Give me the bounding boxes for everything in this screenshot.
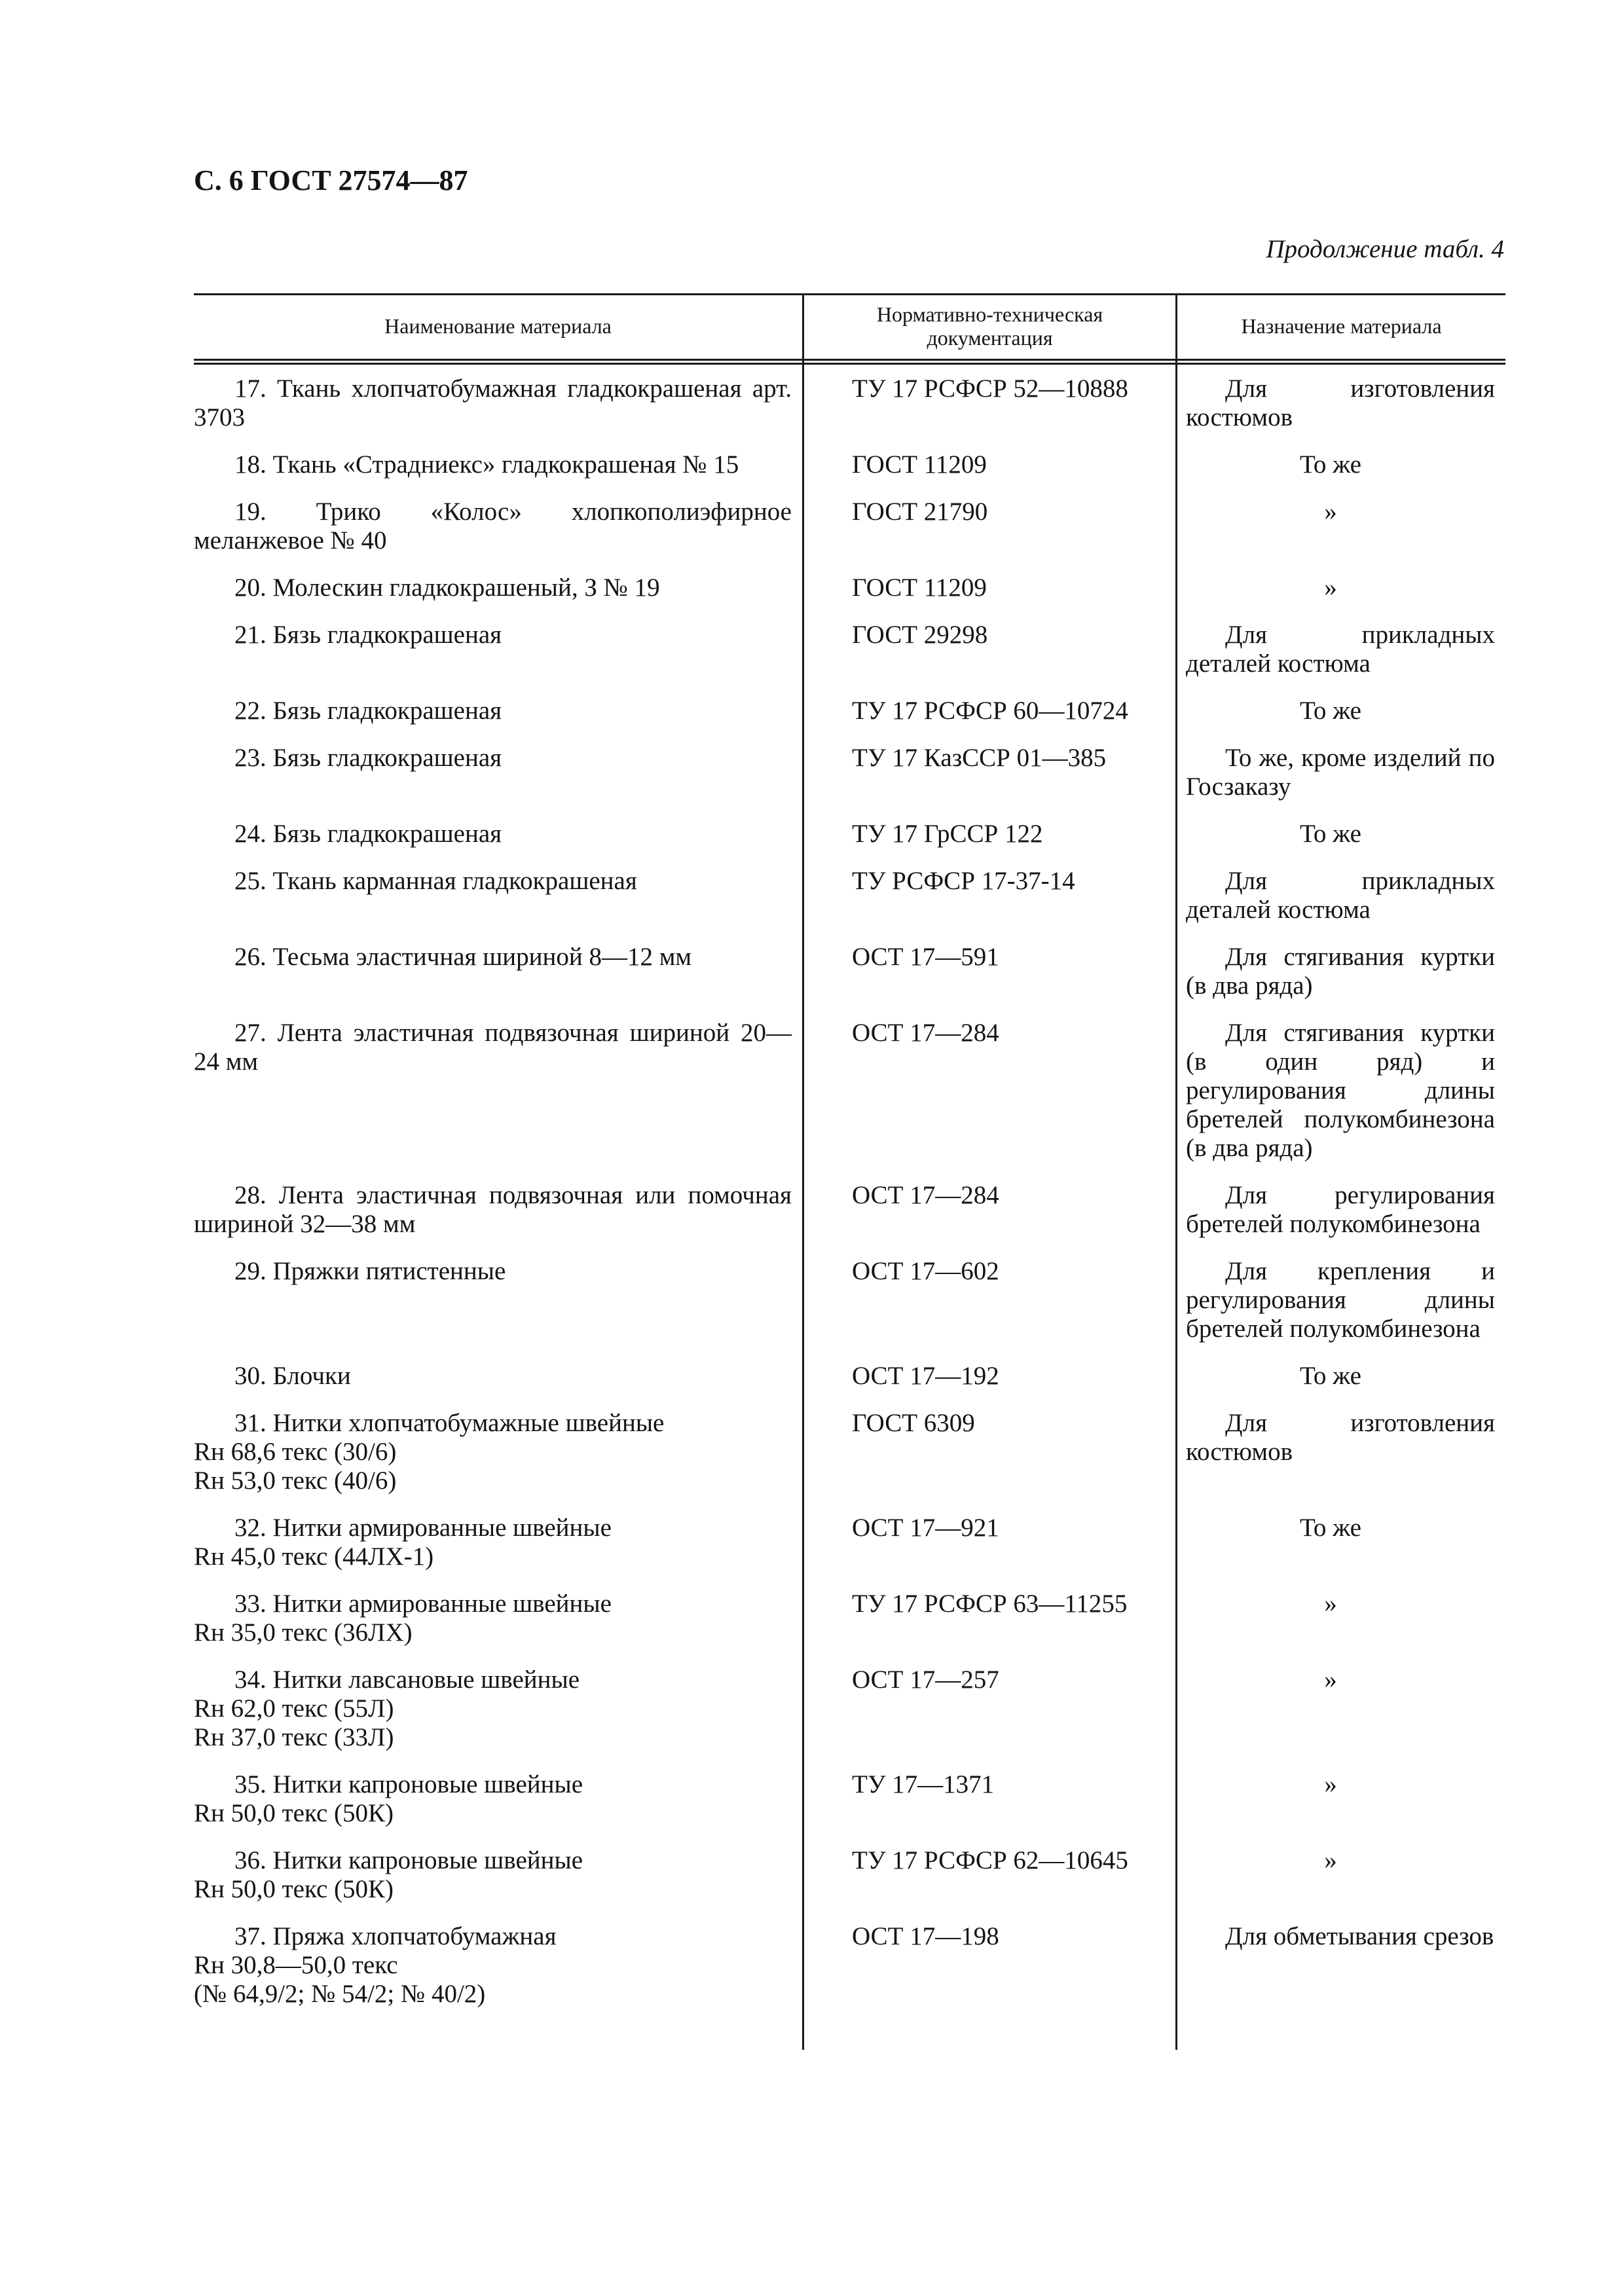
material-name-cell [194,1409,802,1495]
table-row [194,1922,1505,2009]
material-name: 20. Молескин гладкокрашеный, З № 19 [234,574,660,602]
purpose-cell: » [1324,1666,1337,1694]
table-row [194,1362,1505,1391]
material-name-cell [194,1666,802,1752]
material-name: 37. Пряжа хлопчатобумажная [234,1922,557,1950]
document-cell: ТУ 17 РСФСР 62—10645 [852,1846,1128,1874]
purpose-cell: То же [1300,820,1361,848]
table-row [194,820,1505,848]
purpose-cell: Для стягивания куртки (в один ряд) и регулирования длины бретелей полукомбинезона (в два ряда) [1186,1019,1495,1162]
table-row [194,574,1505,602]
column-header-document: Нормативно-техническая документация [876,302,1103,350]
material-spec-line: Rн 62,0 текс (55Л) [194,1694,394,1722]
document-cell: ГОСТ 6309 [852,1409,975,1437]
material-spec-line: Rн 45,0 текс (44ЛХ-1) [194,1542,434,1571]
table-body [194,374,1505,2027]
document-cell: ОСТ 17—192 [852,1362,999,1390]
header-double-rule [194,359,1505,365]
material-name-cell [194,374,802,432]
table-row [194,450,1505,479]
table-row [194,697,1505,725]
material-spec-line: Rн 53,0 текс (40/6) [194,1467,397,1495]
document-cell: ГОСТ 29298 [852,621,988,649]
purpose-cell: » [1324,1770,1337,1798]
document-cell: ТУ 17 РСФСР 60—10724 [852,697,1128,725]
document-cell: ТУ 17 РСФСР 63—11255 [852,1590,1128,1618]
purpose-cell: Для изготовления костюмов [1186,374,1495,431]
material-name: 36. Нитки капроновые швейные [234,1846,583,1874]
table-row [194,1019,1505,1163]
purpose-cell: То же [1300,1362,1361,1390]
table-row [194,1181,1505,1239]
purpose-cell: Для обметывания срезов [1225,1922,1494,1950]
document-cell: ОСТ 17—284 [852,1019,999,1047]
material-name: 21. Бязь гладкокрашеная [234,621,502,649]
material-name-cell [194,1257,802,1343]
purpose-cell: » [1324,1590,1337,1618]
material-name: 26. Тесьма эластичная шириной 8—12 мм [234,943,692,971]
material-name: 32. Нитки армированные швейные [234,1514,612,1542]
document-cell: ГОСТ 11209 [852,450,987,479]
material-name: 25. Ткань карманная гладкокрашеная [234,867,637,895]
material-spec-line: (№ 64,9/2; № 54/2; № 40/2) [194,1980,486,2008]
column-header-name: Наименование материала [384,314,612,338]
purpose-cell: Для изготовления костюмов [1186,1409,1495,1466]
purpose-cell: То же [1300,450,1361,479]
table-row [194,1514,1505,1571]
table-continuation-label: Продолжение табл. 4 [1266,235,1504,263]
purpose-cell: То же, кроме изделий по Госзаказу [1186,744,1495,801]
table-row [194,374,1505,432]
material-name: 27. Лента эластичная подвязочная шириной 20—24 мм [194,1019,792,1076]
material-name-cell [194,943,802,1000]
table-row [194,867,1505,924]
page-title: С. 6 ГОСТ 27574—87 [194,164,468,196]
document-cell: ОСТ 17—257 [852,1666,999,1694]
column-header-purpose: Назначение материала [1241,314,1442,338]
material-name-cell [194,1770,802,1828]
material-name: 30. Блочки [234,1362,351,1390]
material-name-cell [194,1181,802,1239]
purpose-cell: Для прикладных деталей костюма [1186,867,1495,924]
table-row [194,1666,1505,1752]
material-name-cell [194,1514,802,1571]
material-name-cell [194,450,802,479]
material-name-cell [194,820,802,848]
purpose-cell: Для крепления и регулирования длины бретелей полукомбинезона [1186,1257,1495,1343]
document-cell: ТУ 17 КазССР 01—385 [852,744,1107,772]
document-cell: ГОСТ 21790 [852,498,988,526]
material-name-cell [194,574,802,602]
table-row [194,498,1505,555]
document-cell: ОСТ 17—198 [852,1922,999,1950]
material-name: 33. Нитки армированные швейные [234,1590,612,1618]
purpose-cell: То же [1300,697,1361,725]
purpose-cell: Для прикладных деталей костюма [1186,621,1495,678]
material-name-cell [194,744,802,801]
table-row [194,744,1505,801]
material-spec-line: Rн 37,0 текс (33Л) [194,1723,394,1751]
material-name: 29. Пряжки пятистенные [234,1257,506,1285]
document-cell: ОСТ 17—284 [852,1181,999,1209]
table-row [194,621,1505,678]
table-row [194,1846,1505,1904]
material-name-cell [194,867,802,924]
table-row [194,1770,1505,1828]
material-name: 23. Бязь гладкокрашеная [234,744,502,772]
purpose-cell: » [1324,574,1337,602]
material-name: 19. Трико «Колос» хлопкополиэфирное меланжевое № 40 [194,498,792,555]
table-row [194,1257,1505,1343]
material-name-cell [194,1846,802,1904]
material-name-cell [194,1590,802,1647]
material-spec-line: Rн 50,0 текс (50К) [194,1875,394,1903]
material-spec-line: Rн 68,6 текс (30/6) [194,1438,397,1466]
material-name: 31. Нитки хлопчатобумажные швейные [234,1409,665,1437]
document-cell: ТУ 17 ГрССР 122 [852,820,1043,848]
material-name: 18. Ткань «Страдниекс» гладкокрашеная № 15 [234,450,739,479]
purpose-cell: То же [1300,1514,1361,1542]
table-row [194,1409,1505,1495]
document-cell: ОСТ 17—591 [852,943,999,971]
purpose-cell: Для стягивания куртки (в два ряда) [1186,943,1495,1000]
document-cell: ГОСТ 11209 [852,574,987,602]
purpose-cell: » [1324,1846,1337,1874]
document-cell: ОСТ 17—602 [852,1257,999,1285]
material-name: 35. Нитки капроновые швейные [234,1770,583,1798]
material-name: 24. Бязь гладкокрашеная [234,820,502,848]
document-cell: ОСТ 17—921 [852,1514,999,1542]
material-spec-line: Rн 50,0 текс (50К) [194,1799,394,1827]
material-name: 34. Нитки лавсановые швейные [234,1666,580,1694]
material-name: 22. Бязь гладкокрашеная [234,697,502,725]
material-name-cell [194,1922,802,2009]
material-name-cell [194,621,802,678]
material-name-cell [194,498,802,555]
table-row [194,1590,1505,1647]
material-name-cell [194,1362,802,1391]
material-spec-line: Rн 30,8—50,0 текс [194,1951,398,1979]
material-name: 28. Лента эластичная подвязочная или помочная шириной 32—38 мм [194,1181,792,1238]
document-cell: ТУ РСФСР 17-37-14 [852,867,1075,895]
table-row [194,943,1505,1000]
material-name-cell [194,697,802,725]
document-cell: ТУ 17 РСФСР 52—10888 [852,374,1128,403]
material-name-cell [194,1019,802,1163]
purpose-cell: Для регулирования бретелей полукомбинезона [1186,1181,1495,1238]
material-name: 17. Ткань хлопчатобумажная гладкокрашеная арт. 3703 [194,374,792,431]
material-spec-line: Rн 35,0 текс (36ЛХ) [194,1618,413,1647]
purpose-cell: » [1324,498,1337,526]
document-cell: ТУ 17—1371 [852,1770,995,1798]
